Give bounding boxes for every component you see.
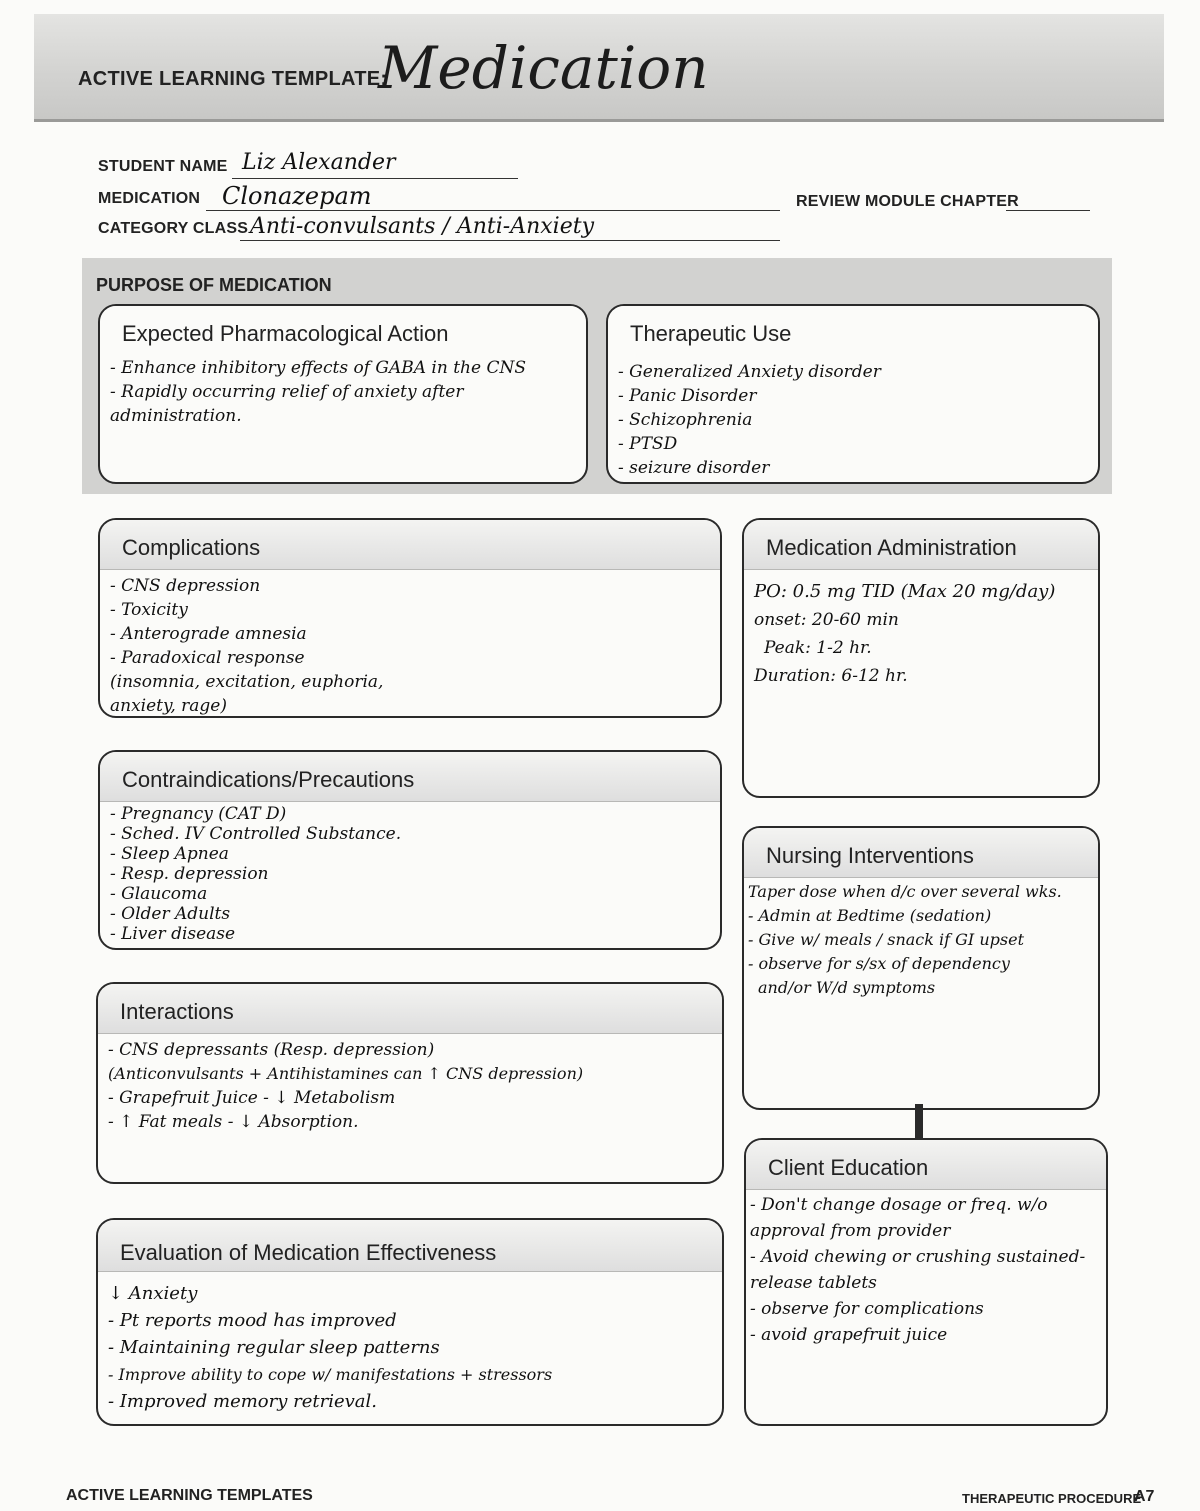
list-item: - Generalized Anxiety disorder — [618, 362, 881, 382]
student-name-label: STUDENT NAME — [98, 158, 228, 175]
pharm-action-title: Expected Pharmacological Action — [100, 306, 586, 356]
page-number: A7 — [1134, 1488, 1155, 1505]
list-item: - Improved memory retrieval. — [108, 1391, 378, 1412]
list-item: Taper dose when d/c over several wks. — [748, 882, 1062, 901]
list-item: - ↑ Fat meals - ↓ Absorption. — [108, 1112, 359, 1132]
medication-administration-title: Medication Administration — [744, 520, 1098, 570]
list-item: - Maintaining regular sleep patterns — [108, 1337, 440, 1358]
template-label: ACTIVE LEARNING TEMPLATE: — [78, 68, 388, 90]
medication-value: Clonazepam — [222, 182, 372, 210]
list-item: - Panic Disorder — [618, 386, 757, 406]
review-module-label: REVIEW MODULE CHAPTER — [796, 193, 1019, 210]
medication-label: MEDICATION — [98, 190, 201, 207]
therapeutic-use-title: Therapeutic Use — [608, 306, 1098, 356]
nursing-interventions-box — [742, 826, 1100, 1110]
evaluation-title: Evaluation of Medication Effectiveness — [98, 1220, 722, 1272]
list-item: (Anticonvulsants + Antihistamines can ↑ CNS depression) — [108, 1064, 584, 1083]
list-item: - Give w/ meals / snack if GI upset — [748, 930, 1024, 949]
list-item: - Grapefruit Juice - ↓ Metabolism — [108, 1088, 396, 1108]
list-item: - Admin at Bedtime (sedation) — [748, 906, 992, 925]
client-education-box — [744, 1138, 1108, 1426]
list-item: - Older Adults — [110, 904, 231, 924]
list-item: - PTSD — [618, 434, 678, 454]
medication-administration-box — [742, 518, 1100, 798]
list-item: - seizure disorder — [618, 458, 770, 478]
connector-bar — [915, 1104, 923, 1140]
list-item: - Toxicity — [110, 600, 188, 620]
list-item: - Don't change dosage or freq. w/o — [750, 1195, 1048, 1215]
category-class-label: CATEGORY CLASS — [98, 220, 249, 237]
list-item: - Sched. IV Controlled Substance. — [110, 824, 402, 844]
list-item: and/or W/d symptoms — [758, 978, 936, 997]
list-item: Peak: 1-2 hr. — [764, 638, 872, 658]
pharm-action-box — [98, 304, 588, 484]
therapeutic-use-box — [606, 304, 1100, 484]
list-item: - Anterograde amnesia — [110, 624, 307, 644]
review-module-line — [1006, 184, 1090, 211]
list-item: - Sleep Apnea — [110, 844, 229, 864]
student-name-value: Liz Alexander — [242, 150, 396, 175]
list-item: - Liver disease — [110, 924, 236, 944]
contraindications-box — [98, 750, 722, 950]
evaluation-box — [96, 1218, 724, 1426]
client-education-title: Client Education — [746, 1140, 1106, 1190]
list-item: - observe for s/sx of dependency — [748, 954, 1010, 973]
list-item: - Improve ability to cope w/ manifestations + stressors — [108, 1365, 553, 1384]
category-class-value: Anti-convulsants / Anti-Anxiety — [250, 214, 594, 239]
nursing-interventions-title: Nursing Interventions — [744, 828, 1098, 878]
list-item: - Avoid chewing or crushing sustained- — [750, 1247, 1086, 1267]
list-item: administration. — [110, 406, 242, 426]
page-title: Medication — [378, 34, 709, 102]
complications-box — [98, 518, 722, 718]
list-item: - Paradoxical response — [110, 648, 305, 668]
list-item: - Schizophrenia — [618, 410, 753, 430]
list-item: anxiety, rage) — [110, 696, 227, 716]
list-item: Duration: 6-12 hr. — [754, 666, 908, 686]
list-item: - CNS depressants (Resp. depression) — [108, 1040, 435, 1060]
list-item: - Pregnancy (CAT D) — [110, 804, 287, 824]
purpose-label: PURPOSE OF MEDICATION — [96, 275, 332, 295]
footer-left-label: ACTIVE LEARNING TEMPLATES — [66, 1487, 313, 1504]
list-item: - Enhance inhibitory effects of GABA in the CNS — [110, 358, 526, 378]
interactions-box — [96, 982, 724, 1184]
list-item: (insomnia, excitation, euphoria, — [110, 672, 384, 692]
list-item: - Resp. depression — [110, 864, 269, 884]
contraindications-title: Contraindications/Precautions — [100, 752, 720, 802]
list-item: ↓ Anxiety — [108, 1283, 198, 1304]
list-item: - Rapidly occurring relief of anxiety after — [110, 382, 464, 402]
complications-title: Complications — [100, 520, 720, 570]
list-item: release tablets — [750, 1273, 877, 1293]
list-item: onset: 20-60 min — [754, 610, 899, 630]
footer-right-label: THERAPEUTIC PROCEDURE — [962, 1491, 1142, 1506]
list-item: - observe for complications — [750, 1299, 984, 1319]
list-item: PO: 0.5 mg TID (Max 20 mg/day) — [754, 581, 1056, 602]
list-item: - Glaucoma — [110, 884, 208, 904]
interactions-title: Interactions — [98, 984, 722, 1034]
list-item: - avoid grapefruit juice — [750, 1325, 948, 1345]
list-item: approval from provider — [750, 1221, 951, 1241]
list-item: - Pt reports mood has improved — [108, 1310, 397, 1331]
list-item: - CNS depression — [110, 576, 261, 596]
